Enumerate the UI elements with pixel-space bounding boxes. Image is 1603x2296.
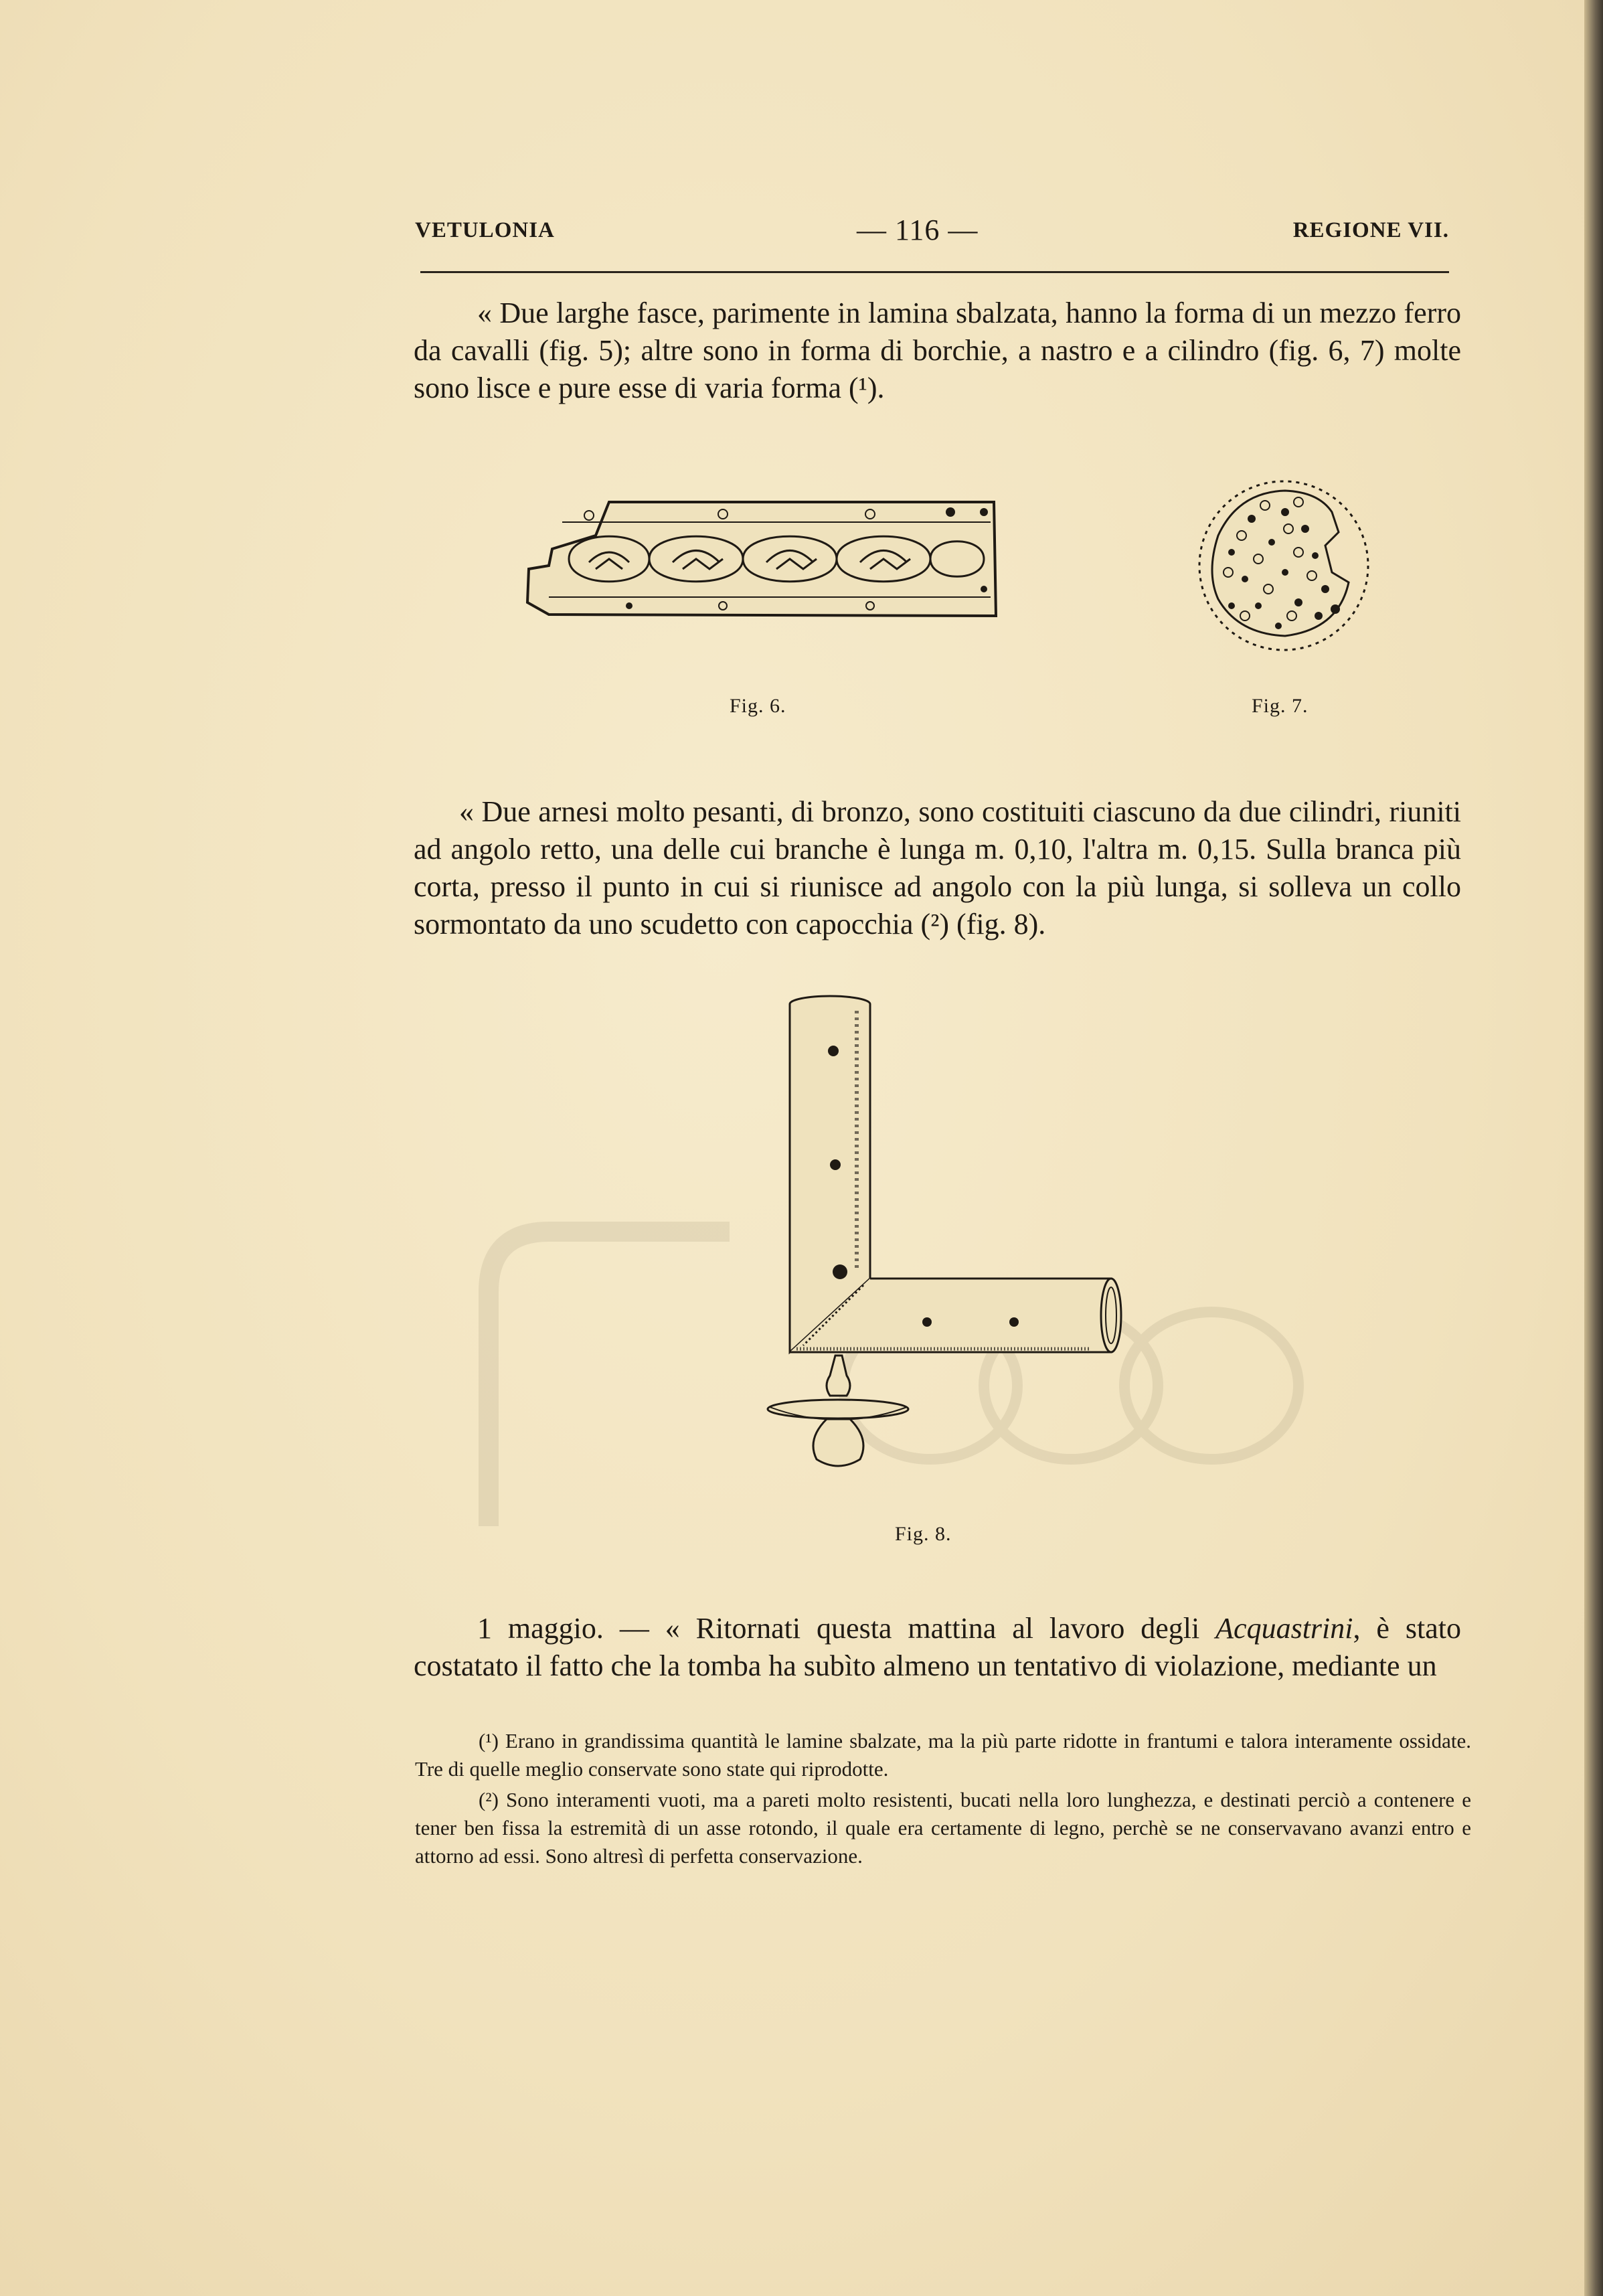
figure-7-caption: Fig. 7. xyxy=(1252,695,1309,717)
figure-8-bronze-cylinders xyxy=(756,991,1138,1499)
paragraph-maggio-end: , è stato costatato il fatto che la tomba ha subìto almeno un tentativo di violazione, mediante un xyxy=(414,1612,1461,1682)
paragraph-maggio xyxy=(414,1610,1461,1685)
header-region: REGIONE VII. xyxy=(1292,218,1449,242)
footnote-2: (²) Sono interamenti vuoti, ma a pareti molto resistenti, bucati nella loro lunghezza, e destinati perciò a contenere e tener ben fissa la estremità di un asse rotondo, il quale era certamente di legno, perchè se ne conservavano avanzi entro e attorno ad essi. Sono altresì di perfetta conservazione. xyxy=(415,1788,1471,1868)
paragraph-fasce: « Due larghe fasce, parimente in lamina sbalzata, hanno la forma di un mezzo ferro da cavalli (fig. 5); altre sono in forma di borchie, a nastro e a cilindro (fig. 6, 7) molte sono lisce e pure esse di varia forma (¹). xyxy=(414,297,1461,404)
header-rule xyxy=(420,271,1449,273)
figure-8-caption: Fig. 8. xyxy=(895,1523,952,1545)
figure-6-embossed-band xyxy=(522,495,1004,629)
figure-6-caption: Fig. 6. xyxy=(730,695,786,717)
paragraph-arnesi: « Due arnesi molto pesanti, di bronzo, sono costituiti ciascuno da due cilindri, riuniti ad angolo retto, una delle cui branche è lunga m. 0,10, l'altra m. 0,15. Sulla branca più corta, presso il punto in cui si riunisce ad angolo con la più lunga, si solleva un collo sormontato da uno scudetto con capocchia (²) (fig. 8). xyxy=(414,795,1461,940)
place-name-italic: Acquastrini xyxy=(1215,1612,1353,1645)
figure-7-perforated-disc xyxy=(1191,472,1379,659)
page-edge-shadow xyxy=(1584,0,1603,2296)
page-number: — 116 — xyxy=(857,214,979,246)
header-site-name: VETULONIA xyxy=(415,218,555,242)
running-header xyxy=(415,213,1449,253)
paragraph-maggio-start: 1 maggio. — « Ritornati questa mattina al lavoro degli xyxy=(477,1612,1216,1645)
footnote-1: (¹) Erano in grandissima quantità le lamine sbalzate, ma la più parte ridotte in frantumi e talora interamente ossidate. Tre di quelle meglio conservate sono state qui riprodotte. xyxy=(415,1729,1471,1781)
footnotes xyxy=(415,1727,1471,1873)
